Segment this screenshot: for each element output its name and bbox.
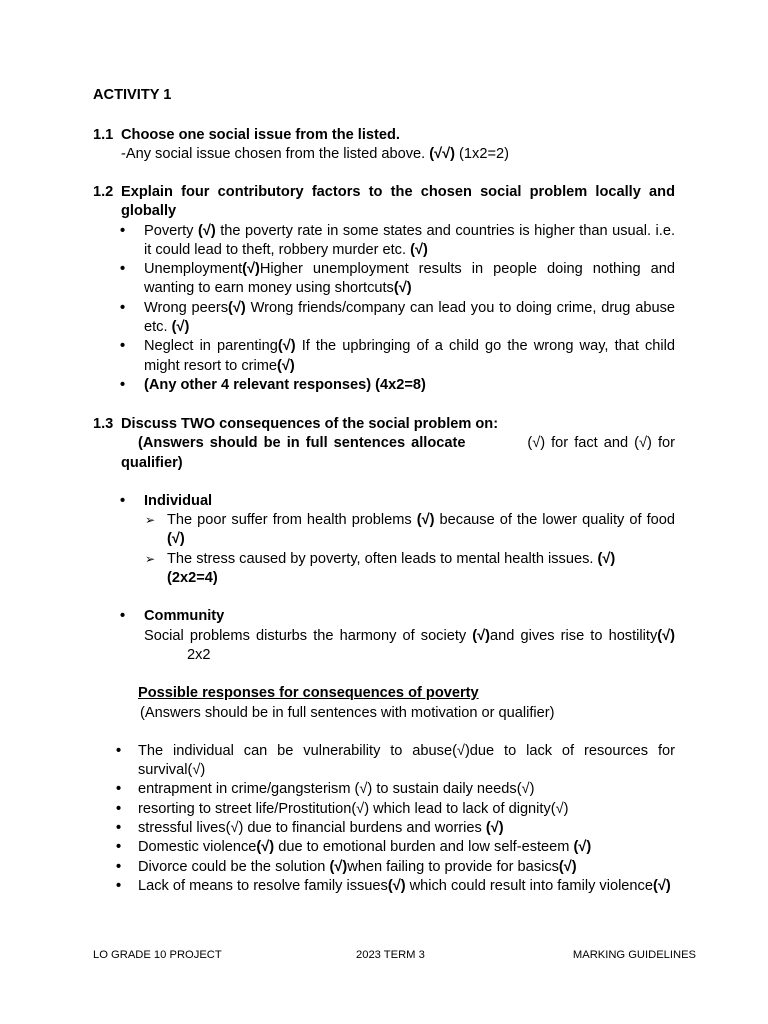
list-item: • Neglect in parenting(√) If the upbringing of a child go the wrong way, that child might resort to crime(√)	[120, 338, 676, 374]
list-item: ➢ The poor suffer from health problems (√) because of the lower quality of food (√)	[145, 512, 675, 548]
footer-right: MARKING GUIDELINES	[572, 949, 696, 961]
question-text: Choose one social issue from the listed.	[121, 127, 400, 143]
question-1-2	[93, 183, 675, 395]
individual-list	[121, 511, 675, 588]
list-item: • (Any other 4 relevant responses) (4x2=8)	[144, 376, 675, 395]
question-1-1	[93, 126, 675, 165]
question-text: Discuss TWO consequences of the social problem on:	[121, 416, 499, 432]
possible-responses-subtitle: (Answers should be in full sentences with motivation or qualifier)	[140, 704, 555, 721]
list-item: • Lack of means to resolve family issues(√) which could result into family violence(√)	[138, 877, 675, 896]
activity-title: ACTIVITY 1	[93, 87, 172, 103]
list-item: • resorting to street life/Prostitution(√) which lead to lack of dignity(√)	[138, 800, 675, 819]
question-1-3	[93, 415, 675, 896]
question-text: Explain four contributory factors to the chosen social problem locally and globally	[121, 184, 675, 220]
question-number: 1.2	[93, 184, 114, 200]
bullet-icon: •	[120, 261, 126, 278]
list-item: • Poverty (√) the poverty rate in some states and countries is higher than usual. i.e. it could lead to theft, robbery murder etc. (√)	[120, 222, 676, 258]
bullet-icon: •	[120, 376, 126, 393]
bullet-icon: •	[116, 877, 122, 894]
answer-marks: (1x2=2)	[455, 146, 509, 163]
list-item: ➢ The stress caused by poverty, often leads to mental health issues. (√) (2x2=4)	[145, 550, 616, 587]
bullet-icon: •	[116, 858, 122, 875]
list-item: • Divorce could be the solution (√)when failing to provide for basics(√)	[138, 858, 675, 877]
arrow-icon: ➢	[145, 551, 156, 566]
bullet-icon: •	[120, 299, 126, 316]
factor-list	[121, 222, 675, 396]
instruction-line: (Answers should be in full sentences allocate (√) for fact and (√) for	[138, 435, 675, 452]
answer-text: -Any social issue chosen from the listed above.	[121, 146, 430, 163]
bullet-icon: •	[116, 800, 122, 817]
list-item: • Individual	[144, 492, 675, 511]
possible-responses-list	[116, 742, 675, 896]
footer-left: LO GRADE 10 PROJECT	[93, 949, 222, 961]
list-item: • Domestic violence(√) due to emotional burden and low self-esteem (√)	[138, 838, 675, 857]
community-text: Social problems disturbs the harmony of society (√)and gives rise to hostility(√)2x2	[144, 627, 675, 663]
possible-responses-title: Possible responses for consequences of poverty	[138, 685, 479, 702]
bullet-icon: •	[116, 742, 122, 759]
list-item: • Unemployment(√)Higher unemployment results in people doing nothing and wanting to earn money using shortcuts(√)	[120, 261, 675, 297]
list-item: • entrapment in crime/gangsterism (√) to sustain daily needs(√)	[138, 780, 675, 799]
bullet-icon: •	[120, 338, 126, 355]
answer-ticks: (√√)	[429, 146, 455, 163]
bullet-icon: •	[120, 222, 126, 239]
question-number: 1.1	[93, 127, 114, 143]
bullet-icon: •	[120, 608, 126, 625]
community-section	[121, 607, 675, 626]
footer-center: 2023 TERM 3	[356, 949, 425, 961]
bullet-icon: •	[120, 492, 126, 509]
list-item: • Wrong peers(√) Wrong friends/company can lead you to doing crime, drug abuse etc. (√)	[120, 299, 675, 336]
bullet-icon: •	[116, 839, 122, 856]
arrow-icon: ➢	[145, 513, 156, 528]
instruction-line-2: qualifier)	[121, 454, 183, 471]
bullet-icon: •	[116, 781, 122, 798]
list-item: • The individual can be vulnerability to abuse(√)due to lack of resources for survival(√)	[116, 742, 675, 779]
list-item: • Community	[144, 607, 675, 626]
question-number: 1.3	[93, 416, 114, 432]
list-item: • stressful lives(√) due to financial burdens and worries (√)	[138, 819, 675, 838]
individual-section	[121, 492, 675, 511]
answer-line	[121, 145, 675, 164]
bullet-icon: •	[116, 820, 122, 837]
